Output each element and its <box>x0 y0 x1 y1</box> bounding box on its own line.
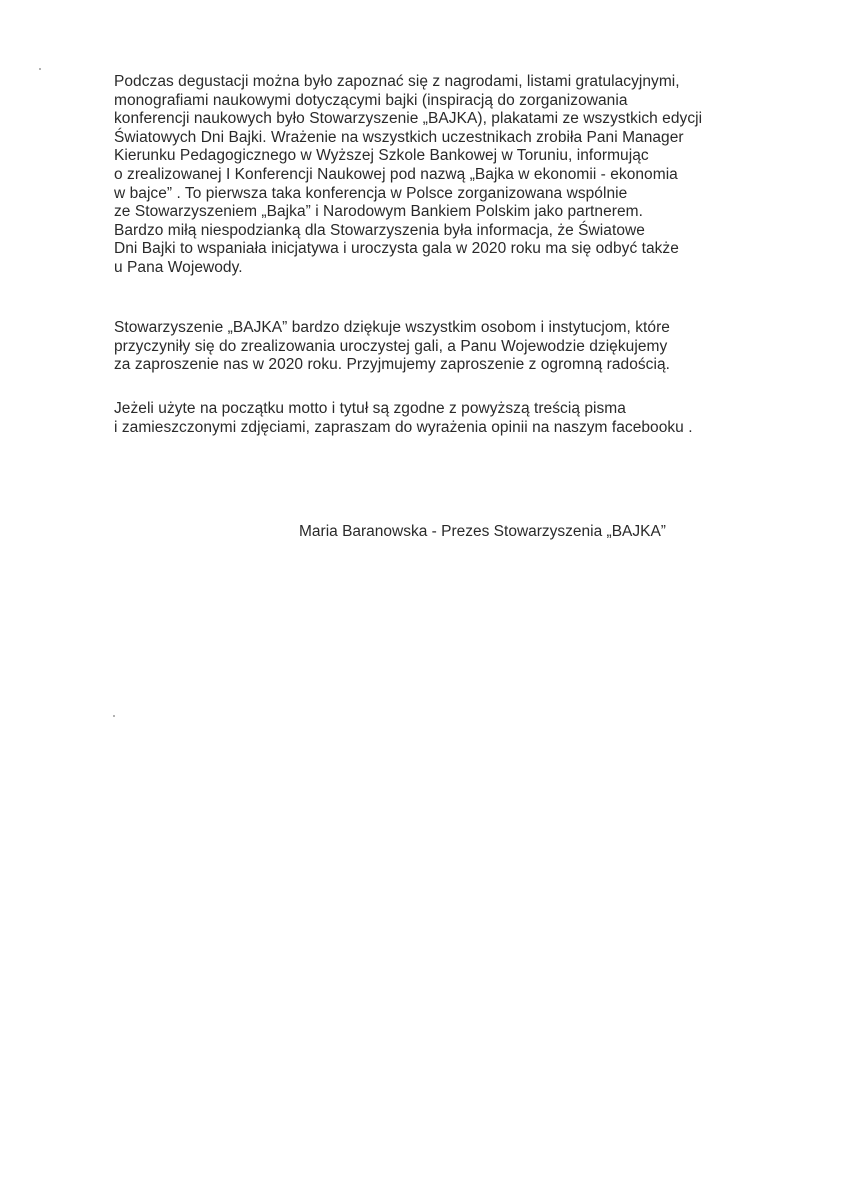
paragraph-line: Jeżeli użyte na początku motto i tytuł są zgodne z powyższą treścią pisma <box>114 400 626 417</box>
paragraph-line: konferencji naukowych było Stowarzyszenie „BAJKA), plakatami ze wszystkich edycji <box>114 110 703 128</box>
paragraph-thanks <box>114 319 774 375</box>
paragraph-line: u Pana Wojewody. <box>114 258 243 276</box>
paragraph-line: za zaproszenie nas w 2020 roku. Przyjmujemy zaproszenie z ogromną radością. <box>114 356 670 374</box>
paragraph-line: i zamieszczonymi zdjęciami, zapraszam do wyrażenia opinii na naszym facebooku . <box>114 418 693 436</box>
signature-line: Maria Baranowska - Prezes Stowarzyszenia „BAJKA” <box>299 523 666 540</box>
paragraph-line: Kierunku Pedagogicznego w Wyższej Szkole Bankowej w Toruniu, informując <box>114 147 649 165</box>
scan-speck <box>113 715 115 717</box>
paragraph-degustation <box>114 73 774 278</box>
paragraph-line: monografiami naukowymi dotyczącymi bajki (inspiracją do zorganizowania <box>114 91 628 109</box>
paragraph-line: w bajce” . To pierwsza taka konferencja w Polsce zorganizowana wspólnie <box>114 184 628 202</box>
paragraph-line: przyczyniły się do zrealizowania uroczystej gali, a Panu Wojewodzie dziękujemy <box>114 337 668 355</box>
paragraph-line: Dni Bajki to wspaniała inicjatywa i uroczysta gala w 2020 roku ma się odbyć także <box>114 240 679 258</box>
paragraph-line: Światowych Dni Bajki. Wrażenie na wszystkich uczestnikach zrobiła Pani Manager <box>114 128 684 146</box>
paragraph-line: Podczas degustacji można było zapoznać się z nagrodami, listami gratulacyjnymi, <box>114 73 680 90</box>
paragraph-line: ze Stowarzyszeniem „Bajka” i Narodowym Bankiem Polskim jako partnerem. <box>114 203 643 221</box>
paragraph-line: Stowarzyszenie „BAJKA” bardzo dziękuje wszystkim osobom i instytucjom, które <box>114 319 670 336</box>
paragraph-invitation <box>114 400 774 437</box>
scan-speck <box>39 68 41 70</box>
paragraph-line: Bardzo miłą niespodzianką dla Stowarzyszenia była informacja, że Światowe <box>114 221 645 239</box>
paragraph-line: o zrealizowanej I Konferencji Naukowej pod nazwą „Bajka w ekonomii - ekonomia <box>114 165 678 183</box>
